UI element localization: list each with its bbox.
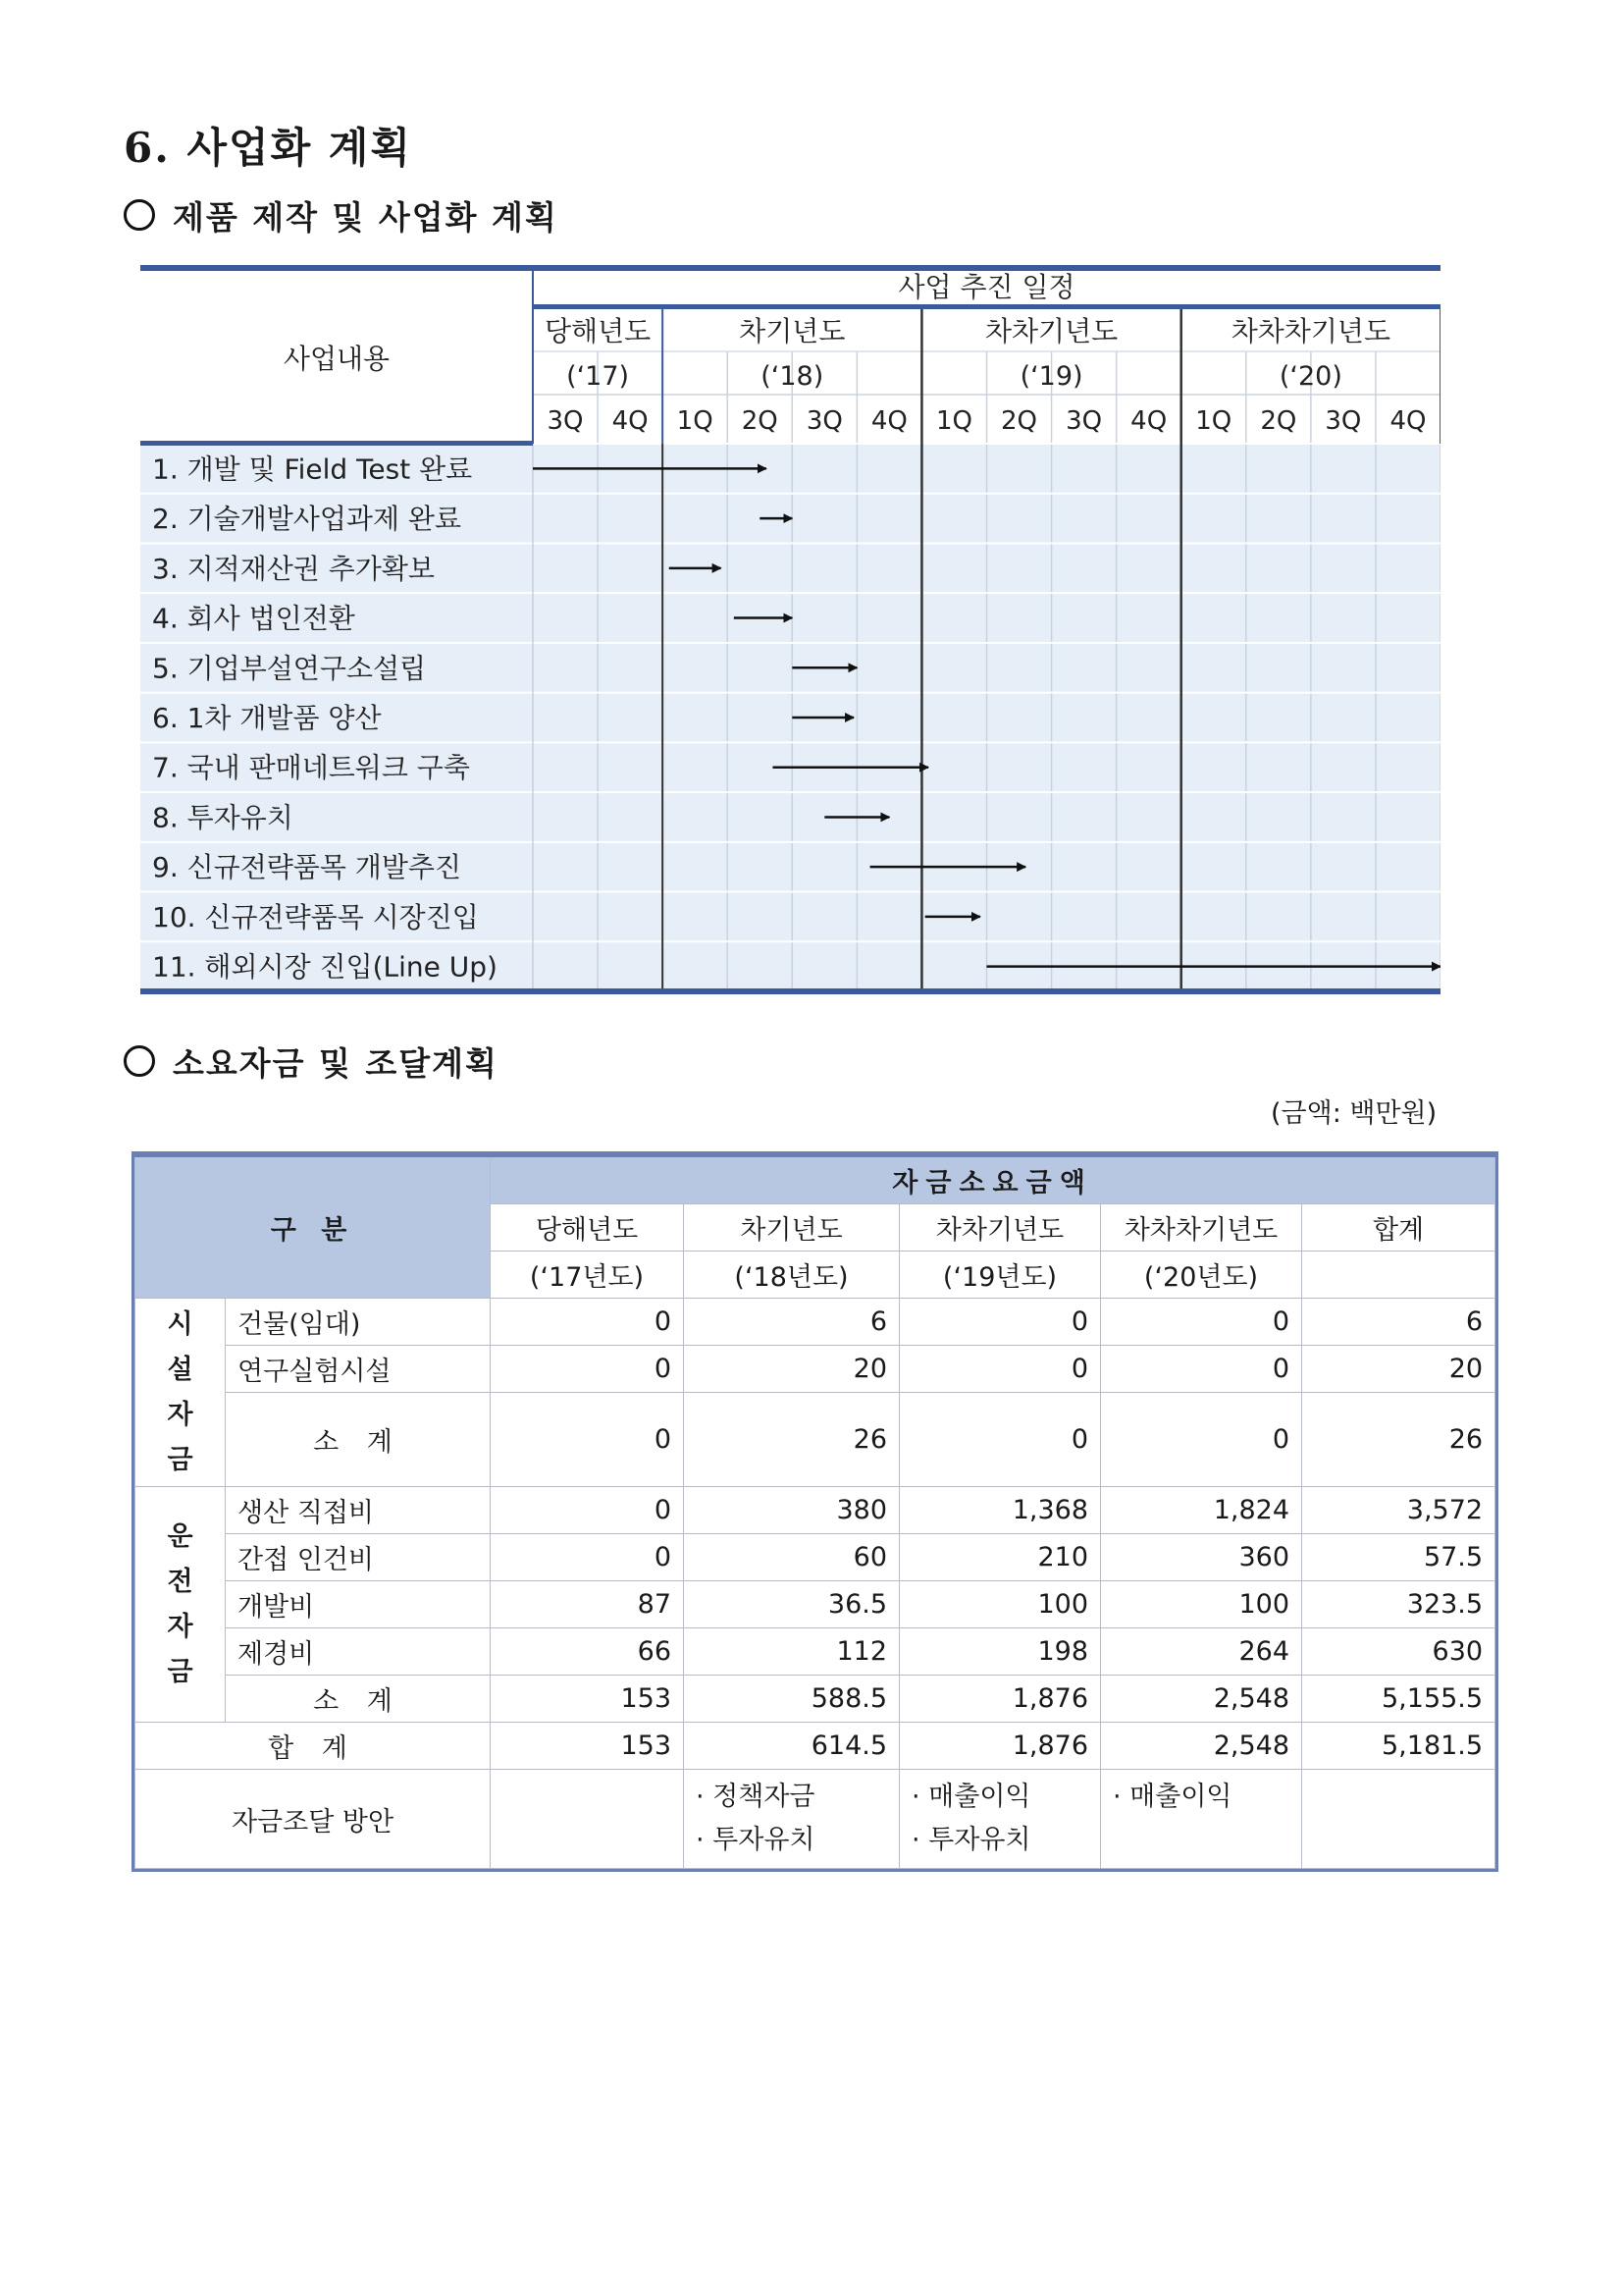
col-header-year-sub: (‘18년도)	[684, 1252, 900, 1299]
funding-plan-label: 자금조달 방안	[135, 1770, 491, 1869]
table-row	[135, 1628, 1495, 1676]
gantt-header-schedule: 사업 추진 일정	[898, 271, 1075, 303]
table-row	[135, 1487, 1495, 1534]
gantt-header-rule	[533, 304, 1441, 309]
total-label: 합 계	[135, 1723, 491, 1770]
funding-plan-cell	[1302, 1770, 1495, 1869]
subtitle-product-plan	[124, 192, 558, 239]
gantt-quarter-label: 2Q	[1260, 406, 1297, 436]
total-value-cell: 1,876	[900, 1723, 1101, 1770]
col-header-year-sub: (‘19년도)	[900, 1252, 1101, 1299]
value-cell: 0	[900, 1393, 1101, 1487]
gantt-year-label: 당해년도	[544, 315, 652, 347]
value-cell: 1,824	[1101, 1487, 1302, 1534]
row-label: 개발비	[226, 1581, 491, 1628]
value-cell: 6	[1302, 1299, 1495, 1346]
gantt-quarter-label: 3Q	[1325, 406, 1362, 436]
gantt-task-label: 5. 기업부설연구소설립	[152, 652, 427, 685]
value-cell: 0	[491, 1346, 684, 1393]
col-header-year-sub: (‘20년도)	[1101, 1252, 1302, 1299]
unit-note: (금액: 백만원)	[1271, 1098, 1438, 1129]
value-cell: 1,368	[900, 1487, 1101, 1534]
row-label: 건물(임대)	[226, 1299, 491, 1346]
col-header-year: 당해년도	[491, 1204, 684, 1252]
table-row	[135, 1581, 1495, 1628]
operating-group-label-char: 금	[167, 1656, 193, 1687]
table-row	[135, 1346, 1495, 1393]
gantt-year-sub: (‘18)	[760, 361, 824, 392]
header-category: 구 분	[135, 1156, 491, 1299]
gantt-quarter-label: 4Q	[611, 406, 649, 436]
gantt-bottom-rule	[140, 988, 1441, 994]
gantt-quarter-label: 2Q	[741, 406, 778, 436]
row-label: 간접 인건비	[226, 1534, 491, 1581]
gantt-task-label: 4. 회사 법인전환	[152, 602, 355, 635]
value-cell: 0	[1101, 1393, 1302, 1487]
facility-group-label	[135, 1299, 226, 1487]
funding-plan-item: · 투자유치	[696, 1825, 815, 1855]
value-cell: 87	[491, 1581, 684, 1628]
value-cell: 57.5	[1302, 1534, 1495, 1581]
funding-plan-cell	[900, 1770, 1101, 1869]
facility-group-label-char: 자	[167, 1399, 193, 1430]
section-title: 6. 사업화 계획	[124, 124, 412, 172]
facility-group-label-char: 설	[167, 1354, 193, 1385]
value-cell: 0	[900, 1299, 1101, 1346]
operating-group-label-char: 자	[167, 1611, 193, 1642]
operating-group-label	[135, 1487, 226, 1723]
funding-table	[134, 1154, 1495, 1869]
col-header-total-sub	[1302, 1252, 1495, 1299]
table-row	[135, 1393, 1495, 1487]
value-cell: 20	[684, 1346, 900, 1393]
col-header-year: 차차차기년도	[1101, 1204, 1302, 1252]
schedule-gantt-svg	[140, 265, 1441, 1001]
funding-table-body	[135, 1299, 1495, 1869]
funding-plan-item: · 매출이익	[1113, 1782, 1232, 1812]
total-value-cell: 5,181.5	[1302, 1723, 1495, 1770]
funding-plan-cell	[684, 1770, 900, 1869]
subtitle-funding-plan	[124, 1038, 498, 1085]
table-row	[135, 1676, 1495, 1723]
value-cell: 5,155.5	[1302, 1676, 1495, 1723]
funding-plan-cell	[491, 1770, 684, 1869]
value-cell: 2,548	[1101, 1676, 1302, 1723]
row-label: 제경비	[226, 1628, 491, 1676]
value-cell: 323.5	[1302, 1581, 1495, 1628]
gantt-task-label: 9. 신규전략품목 개발추진	[152, 851, 461, 884]
funding-plan-item: · 투자유치	[912, 1825, 1031, 1855]
value-cell: 0	[1101, 1299, 1302, 1346]
gantt-quarter-label: 1Q	[1195, 406, 1232, 436]
col-header-total: 합계	[1302, 1204, 1495, 1252]
col-header-year-sub: (‘17년도)	[491, 1252, 684, 1299]
value-cell: 6	[684, 1299, 900, 1346]
facility-group-label-char: 금	[167, 1444, 193, 1475]
total-value-cell: 153	[491, 1723, 684, 1770]
gantt-task-label: 10. 신규전략품목 시장진입	[152, 900, 479, 933]
gantt-quarter-label: 4Q	[1389, 406, 1427, 436]
gantt-year-label: 차차차기년도	[1231, 315, 1391, 347]
gantt-quarter-label: 4Q	[1130, 406, 1168, 436]
value-cell: 20	[1302, 1346, 1495, 1393]
value-cell: 0	[491, 1393, 684, 1487]
subtitle-funding-plan-text: 소요자금 및 조달계획	[173, 1044, 498, 1083]
gantt-task-label: 6. 1차 개발품 양산	[152, 702, 382, 734]
gantt-quarter-label: 1Q	[935, 406, 972, 436]
value-cell: 588.5	[684, 1676, 900, 1723]
value-cell: 100	[900, 1581, 1101, 1628]
gantt-quarter-label: 3Q	[1066, 406, 1103, 436]
gantt-quarter-label: 4Q	[870, 406, 908, 436]
gantt-year-sub: (‘17)	[566, 361, 630, 392]
value-cell: 112	[684, 1628, 900, 1676]
value-cell: 66	[491, 1628, 684, 1676]
value-cell: 0	[491, 1534, 684, 1581]
gantt-task-label: 11. 해외시장 진입(Line Up)	[152, 950, 498, 984]
gantt-quarter-label: 3Q	[806, 406, 843, 436]
value-cell: 380	[684, 1487, 900, 1534]
col-header-year: 차기년도	[684, 1204, 900, 1252]
value-cell: 264	[1101, 1628, 1302, 1676]
gantt-task-label: 8. 투자유치	[152, 801, 293, 834]
value-cell: 210	[900, 1534, 1101, 1581]
value-cell: 0	[491, 1299, 684, 1346]
operating-group-label-char: 운	[167, 1520, 193, 1552]
gantt-task-label: 2. 기술개발사업과제 완료	[152, 503, 461, 536]
gantt-quarter-label: 1Q	[676, 406, 713, 436]
operating-group-label-char: 전	[167, 1566, 193, 1597]
table-row-funding-plan	[135, 1770, 1495, 1869]
value-cell: 153	[491, 1676, 684, 1723]
table-row	[135, 1534, 1495, 1581]
value-cell: 3,572	[1302, 1487, 1495, 1534]
gantt-quarter-label: 3Q	[547, 406, 584, 436]
total-value-cell: 2,548	[1101, 1723, 1302, 1770]
value-cell: 360	[1101, 1534, 1302, 1581]
value-cell: 198	[900, 1628, 1101, 1676]
subtotal-label: 소 계	[226, 1676, 491, 1723]
circle-bullet-icon	[124, 199, 155, 231]
schedule-gantt	[140, 265, 1441, 1001]
header-amount: 자금소요금액	[491, 1156, 1495, 1204]
value-cell: 0	[900, 1346, 1101, 1393]
gantt-year-label: 차차기년도	[984, 315, 1119, 347]
value-cell: 26	[1302, 1393, 1495, 1487]
funding-plan-cell	[1101, 1770, 1302, 1869]
table-row-total	[135, 1723, 1495, 1770]
gantt-task-label: 7. 국내 판매네트워크 구축	[152, 751, 470, 784]
value-cell: 36.5	[684, 1581, 900, 1628]
value-cell: 60	[684, 1534, 900, 1581]
table-row	[135, 1299, 1495, 1346]
total-value-cell: 614.5	[684, 1723, 900, 1770]
value-cell: 0	[491, 1487, 684, 1534]
gantt-task-label: 3. 지적재산권 추가확보	[152, 552, 435, 585]
value-cell: 0	[1101, 1346, 1302, 1393]
subtitle-product-plan-text: 제품 제작 및 사업화 계획	[173, 198, 558, 237]
col-header-year: 차차기년도	[900, 1204, 1101, 1252]
gantt-header-content: 사업내용	[283, 343, 391, 375]
row-label: 생산 직접비	[226, 1487, 491, 1534]
value-cell: 100	[1101, 1581, 1302, 1628]
circle-bullet-icon	[124, 1045, 155, 1077]
gantt-year-sub: (‘19)	[1020, 361, 1083, 392]
gantt-year-label: 차기년도	[739, 315, 846, 347]
funding-plan-item: · 매출이익	[912, 1782, 1031, 1812]
gantt-header-rule	[140, 441, 533, 446]
value-cell: 1,876	[900, 1676, 1101, 1723]
gantt-task-label: 1. 개발 및 Field Test 완료	[152, 453, 473, 486]
subtotal-label: 소 계	[226, 1393, 491, 1487]
facility-group-label-char: 시	[167, 1308, 193, 1340]
gantt-top-rule	[140, 265, 1441, 271]
value-cell: 26	[684, 1393, 900, 1487]
gantt-quarter-label: 2Q	[1001, 406, 1038, 436]
funding-plan-item: · 정책자금	[696, 1782, 815, 1812]
value-cell: 630	[1302, 1628, 1495, 1676]
gantt-year-sub: (‘20)	[1279, 361, 1342, 392]
row-label: 연구실험시설	[226, 1346, 491, 1393]
